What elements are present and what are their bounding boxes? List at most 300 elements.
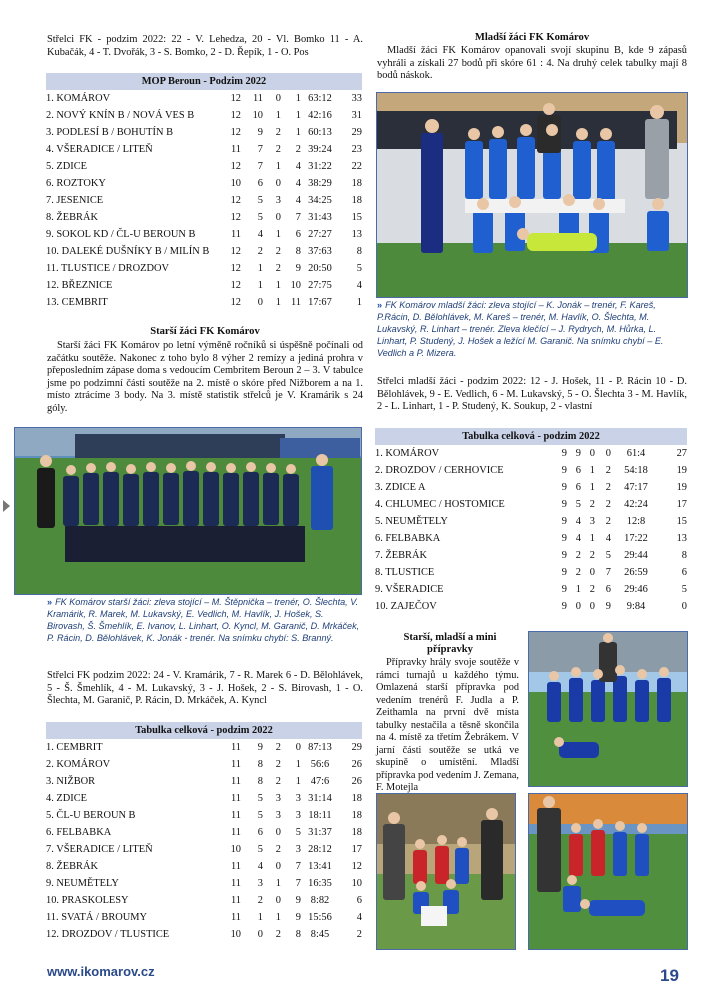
table-row xyxy=(46,243,362,260)
stat-cell: 11 xyxy=(230,861,241,872)
stat-cell: 38:29 xyxy=(308,178,332,189)
stat-cell: 12 xyxy=(230,93,241,104)
stat-cell: 5 xyxy=(575,499,581,510)
stat-cell: 13 xyxy=(351,229,362,240)
stat-cell: 27:75 xyxy=(308,280,332,291)
stat-cell: 9 xyxy=(561,516,567,527)
stat-cell: 1 xyxy=(295,127,301,138)
team-name: 3. ZDICE A xyxy=(375,482,426,493)
table-row xyxy=(46,909,362,926)
stat-cell: 8:45 xyxy=(310,929,330,940)
table-row xyxy=(375,445,687,462)
team-photo-starsi xyxy=(14,427,362,595)
stat-cell: 7 xyxy=(295,878,301,889)
stat-cell: 9 xyxy=(561,601,567,612)
stat-cell: 0 xyxy=(275,895,281,906)
stat-cell: 0 xyxy=(605,448,611,459)
stat-cell: 2 xyxy=(589,550,595,561)
stat-cell: 31:43 xyxy=(308,212,332,223)
stat-cell: 8 xyxy=(257,759,263,770)
team-name: 8. TLUSTICE xyxy=(375,567,435,578)
stat-cell: 1 xyxy=(275,878,281,889)
stat-cell: 6 xyxy=(605,584,611,595)
table-row xyxy=(46,277,362,294)
caption-arrow-icon: » xyxy=(47,597,53,607)
stat-cell: 56:6 xyxy=(310,759,330,770)
stat-cell: 16:35 xyxy=(308,878,332,889)
team-name: 6. FELBABKA xyxy=(46,827,112,838)
stat-cell: 9 xyxy=(561,533,567,544)
stat-cell: 61:4 xyxy=(626,448,646,459)
table-row xyxy=(46,209,362,226)
stat-cell: 3 xyxy=(295,793,301,804)
stat-cell: 11 xyxy=(230,776,241,787)
stat-cell: 7 xyxy=(605,567,611,578)
page-number: 19 xyxy=(660,966,679,985)
stat-cell: 18 xyxy=(351,195,362,206)
stat-cell: 11 xyxy=(230,742,241,753)
stat-cell: 5 xyxy=(257,844,263,855)
table-title: MOP Beroun - Podzim 2022 xyxy=(46,73,362,90)
stat-cell: 0 xyxy=(257,297,263,308)
stat-cell: 2 xyxy=(275,929,281,940)
stat-cell: 4 xyxy=(575,533,581,544)
stat-cell: 2 xyxy=(275,759,281,770)
stat-cell: 4 xyxy=(257,229,263,240)
stat-cell: 8:82 xyxy=(310,895,330,906)
stat-cell: 1 xyxy=(295,776,301,787)
table-row xyxy=(46,192,362,209)
stat-cell: 6 xyxy=(257,827,263,838)
stat-cell: 2 xyxy=(575,550,581,561)
team-name: 8. ŽEBRÁK xyxy=(46,861,98,872)
stat-cell: 8 xyxy=(295,246,301,257)
stat-cell: 11 xyxy=(290,297,301,308)
stat-cell: 2 xyxy=(275,127,281,138)
team-name: 8. ŽEBRÁK xyxy=(46,212,98,223)
table-row xyxy=(375,547,687,564)
stat-cell: 11 xyxy=(230,810,241,821)
stat-cell: 2 xyxy=(257,246,263,257)
stat-cell: 0 xyxy=(589,601,595,612)
stat-cell: 0 xyxy=(275,212,281,223)
mladsi-table xyxy=(375,428,687,615)
stat-cell: 11 xyxy=(230,759,241,770)
stat-cell: 18 xyxy=(351,810,362,821)
table-row xyxy=(375,564,687,581)
stat-cell: 0 xyxy=(275,827,281,838)
stat-cell: 37:63 xyxy=(308,246,332,257)
stat-cell: 33 xyxy=(351,93,362,104)
stat-cell: 1 xyxy=(257,280,263,291)
table-row xyxy=(375,496,687,513)
stat-cell: 9 xyxy=(295,912,301,923)
stat-cell: 10 xyxy=(230,178,241,189)
starsi-text: Starší žáci FK Komárov po letní výměně ročníků si úspěšně počínali od začátku soutěže. Nakonec z toho bylo 8 výher 2 remízy a jediná prohra v přeposledním zápase doma s vedoucím Cembritem Beroun 2 – 3. V tabulce jsme po podzimní části soutěže na 2. místě o skóre před Nižborem a na 1. místo ztrácíme 3 body. Na 3. místě statistik střelců je V. Kramárik s 24 góly. xyxy=(47,340,363,414)
stat-cell: 19 xyxy=(676,465,687,476)
table-row xyxy=(46,158,362,175)
stat-cell: 2 xyxy=(275,844,281,855)
stat-cell: 34:25 xyxy=(308,195,332,206)
photo-mini-pripravka xyxy=(528,793,688,950)
stat-cell: 3 xyxy=(275,810,281,821)
team-name: 3. NIŽBOR xyxy=(46,776,96,787)
stat-cell: 20:50 xyxy=(308,263,332,274)
stat-cell: 8 xyxy=(681,550,687,561)
stat-cell: 60:13 xyxy=(308,127,332,138)
stat-cell: 0 xyxy=(681,601,687,612)
stat-cell: 4 xyxy=(605,533,611,544)
team-name: 11. TLUSTICE / DROZDOV xyxy=(46,263,169,274)
table-row xyxy=(46,294,362,311)
stat-cell: 1 xyxy=(275,110,281,121)
stat-cell: 18 xyxy=(351,793,362,804)
stat-cell: 23 xyxy=(351,144,362,155)
stat-cell: 22 xyxy=(351,161,362,172)
mladsi-caption: » FK Komárov mladší žáci: zleva stojící – K. Jonák – trenér, F. Kareš, P.Rácin, D. Bělohlávek, M. Kareš – trenér, M. Havlík, O. Šlechta, M. Lukavský, R. Linhart – trenér. Zleva klečící – J. Rydrych, M. Hůrka, L. Linhart, P. Studený, J. Hošek a ležící M. Garanič. Na snímku chybí – E. Vedlich a P. Mizera. xyxy=(377,300,664,358)
stat-cell: 26 xyxy=(351,759,362,770)
stat-cell: 5 xyxy=(257,793,263,804)
stat-cell: 2 xyxy=(275,742,281,753)
table-row xyxy=(46,858,362,875)
mladsi-text: Mladší žáci FK Komárov opanovali svojí skupinu B, kde 9 zápasů vyhráli a získali 27 bodů při skóre 61 : 4. Na druhý celek tabulky mají 8 bodů náskok. xyxy=(377,45,687,82)
team-name: 10. ZAJEČOV xyxy=(375,601,437,612)
stat-cell: 27:27 xyxy=(308,229,332,240)
stat-cell: 1 xyxy=(589,533,595,544)
team-name: 9. NEUMĚTELY xyxy=(46,878,119,889)
table-row xyxy=(46,739,362,756)
stat-cell: 12 xyxy=(230,280,241,291)
stat-cell: 2 xyxy=(589,499,595,510)
stat-cell: 1 xyxy=(275,161,281,172)
stat-cell: 15 xyxy=(676,516,687,527)
stat-cell: 8 xyxy=(356,246,362,257)
stat-cell: 1 xyxy=(275,297,281,308)
stat-cell: 9 xyxy=(575,448,581,459)
stat-cell: 12 xyxy=(230,246,241,257)
stat-cell: 3 xyxy=(257,878,263,889)
stat-cell: 29:44 xyxy=(624,550,648,561)
stat-cell: 63:12 xyxy=(308,93,332,104)
team-name: 1. KOMÁROV xyxy=(375,448,440,459)
team-name: 13. CEMBRIT xyxy=(46,297,108,308)
stat-cell: 9 xyxy=(561,499,567,510)
stat-cell: 4 xyxy=(257,861,263,872)
stat-cell: 18 xyxy=(351,827,362,838)
stat-cell: 0 xyxy=(257,929,263,940)
table-row xyxy=(375,513,687,530)
stat-cell: 4 xyxy=(295,195,301,206)
team-name: 4. CHLUMEC / HOSTOMICE xyxy=(375,499,505,510)
stat-cell: 29 xyxy=(351,742,362,753)
stat-cell: 2 xyxy=(605,516,611,527)
stat-cell: 3 xyxy=(275,793,281,804)
starsi-table xyxy=(46,722,362,943)
stat-cell: 0 xyxy=(275,178,281,189)
scorers-starsi: Střelci FK podzim 2022: 24 - V. Kramárik, 7 - R. Marek 6 - D. Bělohlávek, 5 - Š. Šmehlík, 4 - M. Lukavský, 3 - J. Hošek, 2 - S. Birovash, 1 - O. Šlechta, M. Garanič, P. Rácin, D. Mrkáček, A. Kyncl xyxy=(47,670,363,707)
stat-cell: 39:24 xyxy=(308,144,332,155)
pripravky-title: Starší, mladší a mini přípravky xyxy=(403,632,497,655)
stat-cell: 27 xyxy=(676,448,687,459)
stat-cell: 2 xyxy=(295,144,301,155)
stat-cell: 31:37 xyxy=(308,827,332,838)
stat-cell: 5 xyxy=(295,827,301,838)
team-name: 10. DALEKÉ DUŠNÍKY B / MILÍN B xyxy=(46,246,210,257)
stat-cell: 4 xyxy=(575,516,581,527)
stat-cell: 2 xyxy=(575,567,581,578)
stat-cell: 0 xyxy=(589,448,595,459)
stat-cell: 12 xyxy=(351,861,362,872)
team-name: 10. PRASKOLESY xyxy=(46,895,129,906)
stat-cell: 47:6 xyxy=(310,776,330,787)
stat-cell: 9 xyxy=(561,550,567,561)
stat-cell: 7 xyxy=(295,861,301,872)
table-row xyxy=(375,462,687,479)
stat-cell: 29 xyxy=(351,127,362,138)
stat-cell: 6 xyxy=(356,895,362,906)
stat-cell: 6 xyxy=(681,567,687,578)
stat-cell: 15 xyxy=(351,212,362,223)
stat-cell: 8 xyxy=(295,929,301,940)
stat-cell: 7 xyxy=(295,212,301,223)
scorers-mladsi: Střelci mladší žáci - podzim 2022: 12 - J. Hošek, 11 - P. Rácin 10 - D. Bělohlávek, 9 - E. Vedlich, 6 - M. Lukavský, 5 - O. Šlechta 3 - M. Havlík, 2 - L. Linhart, 1 - P. Studený, K. Soukup, 2 - vlastní xyxy=(377,376,687,413)
stat-cell: 5 xyxy=(356,263,362,274)
stat-cell: 31 xyxy=(351,110,362,121)
stat-cell: 9:84 xyxy=(626,601,646,612)
mop-table xyxy=(46,73,362,311)
stat-cell: 31:14 xyxy=(308,793,332,804)
team-name: 12. BŘEZNICE xyxy=(46,280,113,291)
stat-cell: 1 xyxy=(589,465,595,476)
stat-cell: 9 xyxy=(561,465,567,476)
stat-cell: 0 xyxy=(575,601,581,612)
stat-cell: 28:12 xyxy=(308,844,332,855)
stat-cell: 12 xyxy=(230,263,241,274)
stat-cell: 47:17 xyxy=(624,482,648,493)
stat-cell: 9 xyxy=(561,584,567,595)
stat-cell: 5 xyxy=(681,584,687,595)
stat-cell: 0 xyxy=(275,93,281,104)
team-name: 2. KOMÁROV xyxy=(46,759,111,770)
stat-cell: 3 xyxy=(589,516,595,527)
stat-cell: 5 xyxy=(605,550,611,561)
stat-cell: 1 xyxy=(295,93,301,104)
stat-cell: 11 xyxy=(230,878,241,889)
stat-cell: 2 xyxy=(605,499,611,510)
table-row xyxy=(46,926,362,943)
stat-cell: 9 xyxy=(561,448,567,459)
stat-cell: 1 xyxy=(275,280,281,291)
stat-cell: 6 xyxy=(575,482,581,493)
table-row xyxy=(46,773,362,790)
stat-cell: 2 xyxy=(275,776,281,787)
stat-cell: 12 xyxy=(230,127,241,138)
stat-cell: 4 xyxy=(295,161,301,172)
stat-cell: 12:8 xyxy=(626,516,646,527)
table-title: Tabulka celková - podzim 2022 xyxy=(46,722,362,739)
stat-cell: 0 xyxy=(295,742,301,753)
stat-cell: 5 xyxy=(257,212,263,223)
stat-cell: 2 xyxy=(605,482,611,493)
stat-cell: 6 xyxy=(295,229,301,240)
stat-cell: 10 xyxy=(252,110,263,121)
team-name: 6. ROZTOKY xyxy=(46,178,106,189)
stat-cell: 9 xyxy=(561,567,567,578)
table-row xyxy=(46,90,362,107)
page-prev-arrow-icon[interactable] xyxy=(3,500,10,512)
stat-cell: 1 xyxy=(589,482,595,493)
stat-cell: 2 xyxy=(589,584,595,595)
team-name: 2. DROZDOV / CERHOVICE xyxy=(375,465,504,476)
stat-cell: 15:56 xyxy=(308,912,332,923)
stat-cell: 17:67 xyxy=(308,297,332,308)
stat-cell: 1 xyxy=(275,912,281,923)
stat-cell: 11 xyxy=(230,912,241,923)
stat-cell: 9 xyxy=(257,742,263,753)
team-name: 5. NEUMĚTELY xyxy=(375,516,448,527)
stat-cell: 9 xyxy=(257,127,263,138)
stat-cell: 2 xyxy=(605,465,611,476)
table-row xyxy=(46,175,362,192)
table-row xyxy=(375,581,687,598)
stat-cell: 11 xyxy=(252,93,263,104)
team-name: 5. ČL-U BEROUN B xyxy=(46,810,136,821)
stat-cell: 8 xyxy=(257,776,263,787)
stat-cell: 9 xyxy=(295,895,301,906)
stat-cell: 10 xyxy=(290,280,301,291)
stat-cell: 19 xyxy=(676,482,687,493)
team-name: 5. ZDICE xyxy=(46,161,87,172)
pripravky-text: Přípravky hrály svoje soutěže v rámci turnajů u každého týmu. Omlazená starší přípravka pod vedením trenérů F. Judla a P. Zeithamla na první dvě místa tabulky nestačila a těsně skončila na 4. místě za třetím Žebrákem. V jarní části soutěže se utká ve skupině o umístění. Mladší přípravka pod vedením J. Zemana, F. Motejla xyxy=(376,657,519,793)
stat-cell: 2 xyxy=(275,263,281,274)
team-name: 9. SOKOL KD / ČL-U BEROUN B xyxy=(46,229,196,240)
team-name: 2. NOVÝ KNÍN B / NOVÁ VES B xyxy=(46,110,195,121)
table-body xyxy=(46,90,362,311)
stat-cell: 12 xyxy=(230,161,241,172)
stat-cell: 18:11 xyxy=(308,810,332,821)
stat-cell: 12 xyxy=(230,297,241,308)
table-row xyxy=(46,875,362,892)
stat-cell: 54:18 xyxy=(624,465,648,476)
stat-cell: 11 xyxy=(230,229,241,240)
stat-cell: 13:41 xyxy=(308,861,332,872)
mladsi-title: Mladší žáci FK Komárov xyxy=(474,32,590,43)
team-photo-mladsi xyxy=(376,92,688,298)
table-row xyxy=(375,479,687,496)
stat-cell: 11 xyxy=(230,895,241,906)
stat-cell: 29:46 xyxy=(624,584,648,595)
team-name: 12. DROZDOV / TLUSTICE xyxy=(46,929,170,940)
stat-cell: 9 xyxy=(295,263,301,274)
team-name: 1. CEMBRIT xyxy=(46,742,103,753)
stat-cell: 4 xyxy=(295,178,301,189)
stat-cell: 1 xyxy=(575,584,581,595)
stat-cell: 31:22 xyxy=(308,161,332,172)
stat-cell: 5 xyxy=(257,810,263,821)
stat-cell: 4 xyxy=(356,912,362,923)
team-name: 7. VŠERADICE / LITEŇ xyxy=(46,844,153,855)
stat-cell: 2 xyxy=(257,895,263,906)
stat-cell: 9 xyxy=(605,601,611,612)
stat-cell: 10 xyxy=(230,929,241,940)
team-name: 4. ZDICE xyxy=(46,793,87,804)
team-name: 9. VŠERADICE xyxy=(375,584,444,595)
table-body xyxy=(375,445,687,615)
stat-cell: 3 xyxy=(275,195,281,206)
team-name: 4. VŠERADICE / LITEŇ xyxy=(46,144,153,155)
table-row xyxy=(46,226,362,243)
stat-cell: 1 xyxy=(295,110,301,121)
team-name: 11. SVATÁ / BROUMY xyxy=(46,912,148,923)
stat-cell: 5 xyxy=(257,195,263,206)
table-row xyxy=(46,824,362,841)
team-name: 1. KOMÁROV xyxy=(46,93,111,104)
stat-cell: 26 xyxy=(351,776,362,787)
stat-cell: 7 xyxy=(257,144,263,155)
table-row xyxy=(375,598,687,615)
stat-cell: 2 xyxy=(356,929,362,940)
photo-starsi-pripravka xyxy=(528,631,688,787)
stat-cell: 12 xyxy=(230,212,241,223)
footer-url[interactable]: www.ikomarov.cz xyxy=(47,964,155,979)
stat-cell: 2 xyxy=(275,246,281,257)
stat-cell: 1 xyxy=(257,912,263,923)
stat-cell: 10 xyxy=(230,844,241,855)
stat-cell: 42:24 xyxy=(624,499,648,510)
table-row xyxy=(46,807,362,824)
stat-cell: 1 xyxy=(275,229,281,240)
stat-cell: 1 xyxy=(356,297,362,308)
table-row xyxy=(46,841,362,858)
table-row xyxy=(46,141,362,158)
stat-cell: 0 xyxy=(275,861,281,872)
stat-cell: 11 xyxy=(230,793,241,804)
team-name: 6. FELBABKA xyxy=(375,533,441,544)
caption-arrow-icon: » xyxy=(377,300,383,310)
stat-cell: 2 xyxy=(275,144,281,155)
stat-cell: 9 xyxy=(561,482,567,493)
stat-cell: 0 xyxy=(589,567,595,578)
stat-cell: 17:22 xyxy=(624,533,648,544)
table-row xyxy=(46,790,362,807)
stat-cell: 3 xyxy=(295,844,301,855)
starsi-caption: » FK Komárov starší žáci: zleva stojící – M. Štěpnička – trenér, O. Šlechta, V. Kramárik, R. Marek, M. Lukavský, E. Vedlich, M. Havlík, J. Hošek, S. Birovash, Š. Šmehlík, E. Ivanov, L. Linhart, O. Kyncl, M. Garanič, D. Mrkáček, P. Rácin, D. Bělohlávek, K. Jonák - trenér. Na snímku chybí: S. Branný. xyxy=(47,597,360,643)
table-row xyxy=(46,260,362,277)
stat-cell: 17 xyxy=(676,499,687,510)
stat-cell: 1 xyxy=(295,759,301,770)
table-row xyxy=(46,756,362,773)
stat-cell: 13 xyxy=(676,533,687,544)
table-title: Tabulka celková - podzim 2022 xyxy=(375,428,687,445)
stat-cell: 12 xyxy=(230,110,241,121)
table-row xyxy=(375,530,687,547)
stat-cell: 11 xyxy=(230,144,241,155)
team-name: 3. PODLESÍ B / BOHUTÍN B xyxy=(46,127,174,138)
table-row xyxy=(46,892,362,909)
stat-cell: 3 xyxy=(295,810,301,821)
stat-cell: 18 xyxy=(351,178,362,189)
stat-cell: 7 xyxy=(257,161,263,172)
team-name: 7. JESENICE xyxy=(46,195,104,206)
stat-cell: 12 xyxy=(230,195,241,206)
table-row xyxy=(46,107,362,124)
stat-cell: 42:16 xyxy=(308,110,332,121)
stat-cell: 10 xyxy=(351,878,362,889)
table-body xyxy=(46,739,362,943)
stat-cell: 87:13 xyxy=(308,742,332,753)
team-name: 7. ŽEBRÁK xyxy=(375,550,427,561)
stat-cell: 6 xyxy=(257,178,263,189)
